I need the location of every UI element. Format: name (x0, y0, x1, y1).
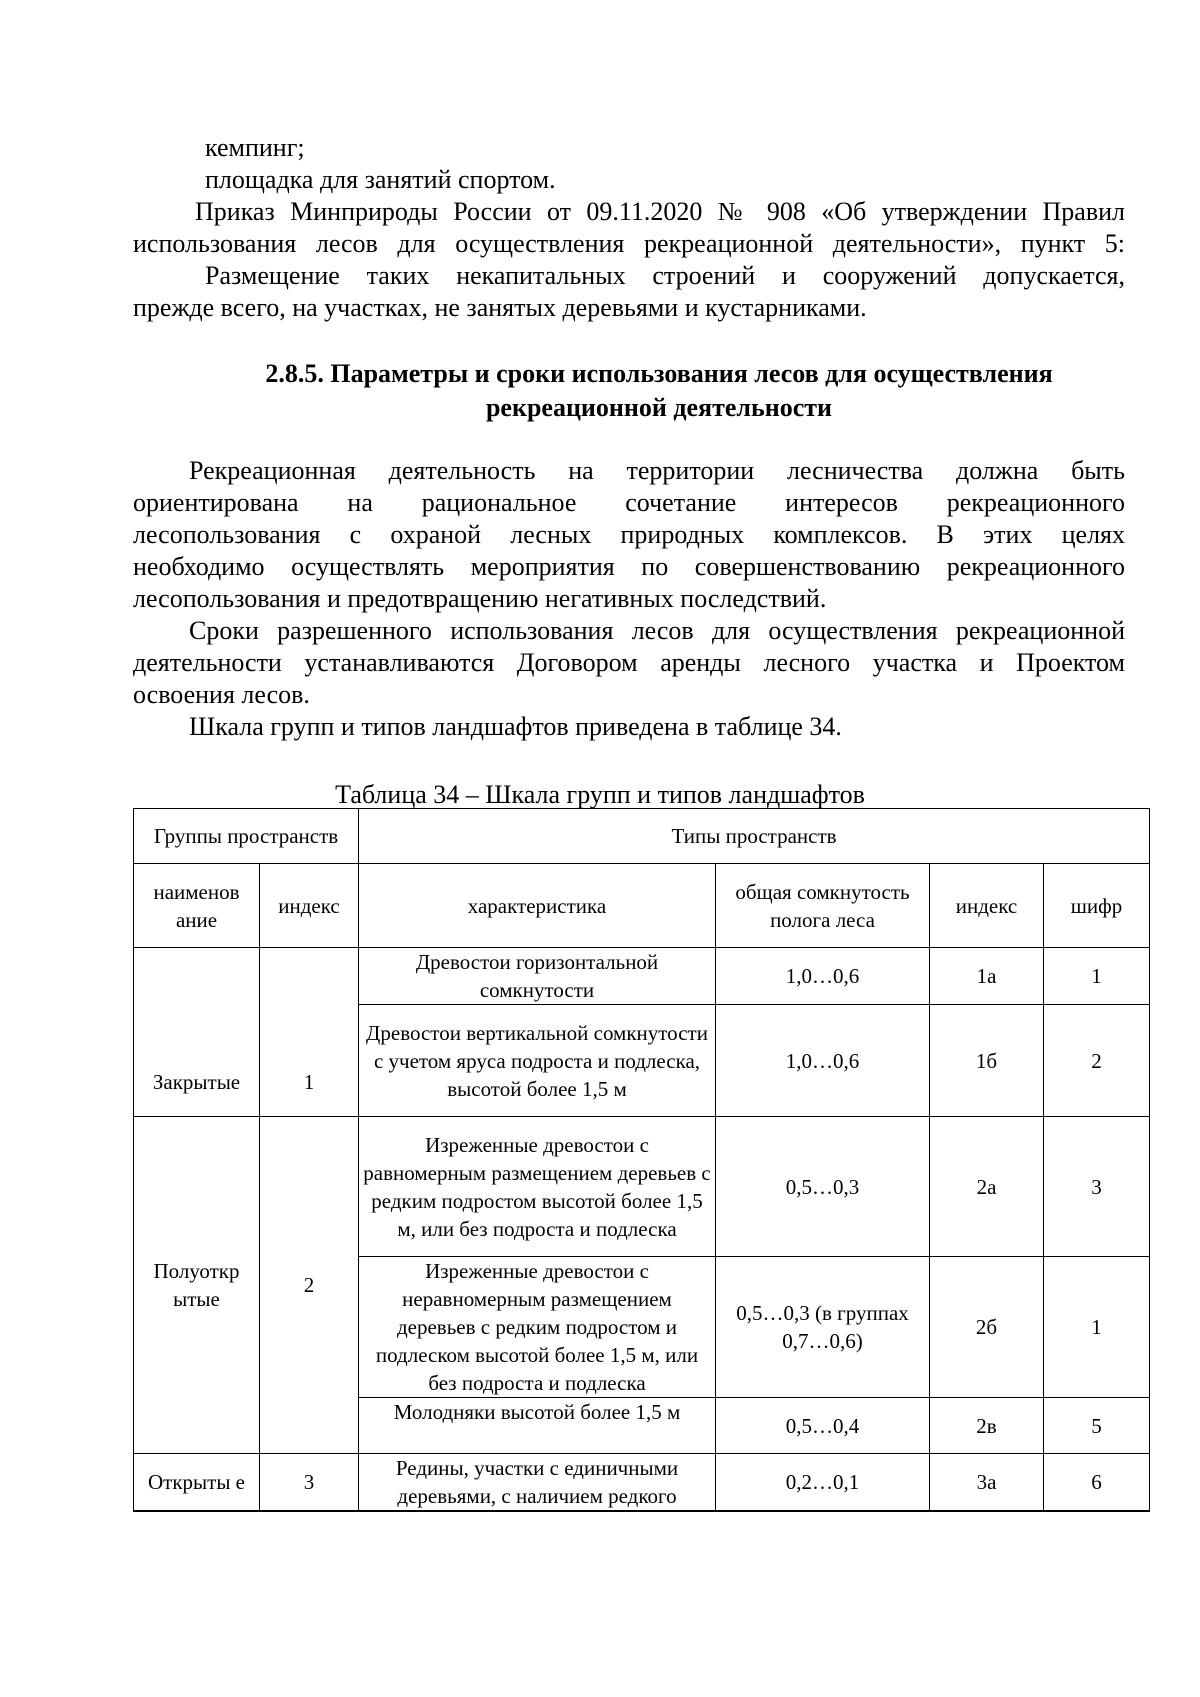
paragraph3: Шкала групп и типов ландшафтов приведена в таблице 34. (189, 712, 842, 741)
group-name-cell: Закрытые (134, 948, 260, 1117)
header-name: наименов ание (134, 864, 260, 948)
list-item-sports-ground: площадка для занятий спортом. (205, 165, 556, 194)
closure-cell: 1,0…0,6 (716, 1005, 930, 1117)
characteristic-cell: Древостои вертикальной сомкнутости с учетом яруса подроста и подлеска, высотой более 1,5 м (359, 1005, 716, 1117)
paragraph1-line-5: лесопользования и предотвращению негативных последствий. (133, 584, 827, 613)
code-cell: 3 (1044, 1117, 1150, 1257)
closure-cell: 1,0…0,6 (716, 948, 930, 1005)
paragraph1-line-4: необходимо осуществлять мероприятия по совершенствованию рекреационного (133, 552, 1125, 581)
header-type-index: индекс (930, 864, 1044, 948)
type-index-cell: 2б (930, 1257, 1044, 1398)
header-types: Типы пространств (359, 809, 1150, 864)
header-code: шифр (1044, 864, 1150, 948)
section-heading (133, 357, 1125, 425)
type-index-cell: 1б (930, 1005, 1044, 1117)
closure-cell: 0,5…0,4 (716, 1398, 930, 1454)
closure-cell: 0,2…0,1 (716, 1454, 930, 1512)
type-index-cell: 1а (930, 948, 1044, 1005)
section-heading-line-1: 2.8.5. Параметры и сроки использования лесов для осуществления (265, 359, 1053, 388)
order-line-1: Приказ Минприроды России от 09.11.2020 № 908 «Об утверждении Правил (195, 197, 1125, 226)
type-index-cell: 2в (930, 1398, 1044, 1454)
landscape-scale-table (133, 808, 1150, 1512)
header-characteristic: характеристика (359, 864, 716, 948)
characteristic-cell: Молодняки высотой более 1,5 м (359, 1398, 716, 1454)
table-caption: Таблица 34 – Шкала групп и типов ландшафтов (335, 780, 865, 809)
group-name-cell: Открыты е (134, 1454, 260, 1512)
code-cell: 6 (1044, 1454, 1150, 1512)
group-name-cell: Полуоткр ытые (134, 1117, 260, 1454)
order-line-2: использования лесов для осуществления рекреационной деятельности», пункт 5: (133, 229, 1125, 258)
paragraph2-line-1: Сроки разрешенного использования лесов для осуществления рекреационной (189, 616, 1125, 645)
code-cell: 1 (1044, 1257, 1150, 1398)
paragraph1-line-3: лесопользования с охраной лесных природных комплексов. В этих целях (133, 520, 1125, 549)
header-group-index: индекс (260, 864, 359, 948)
paragraph2-line-2: деятельности устанавливаются Договором аренды лесного участка и Проектом (133, 648, 1125, 677)
header-groups: Группы пространств (134, 809, 359, 864)
list-item-camping: кемпинг; (205, 133, 305, 162)
table-row (134, 1117, 1150, 1257)
placement-line-1: Размещение таких некапитальных строений и сооружений допускается, (205, 261, 1125, 290)
code-cell: 5 (1044, 1398, 1150, 1454)
group-index-cell: 1 (260, 948, 359, 1117)
table-row (134, 1454, 1150, 1512)
table-header-row-1 (134, 809, 1150, 864)
characteristic-cell: Изреженные древостои с неравномерным размещением деревьев с редким подростом и подлеском высотой более 1,5 м, или без подроста и подлеска (359, 1257, 716, 1398)
characteristic-cell: Древостои горизонтальной сомкнутости (359, 948, 716, 1005)
closure-cell: 0,5…0,3 (716, 1117, 930, 1257)
placement-line-2: прежде всего, на участках, не занятых деревьями и кустарниками. (133, 293, 867, 322)
header-closure: общая сомкнутость полога леса (716, 864, 930, 948)
table-row (134, 948, 1150, 1005)
type-index-cell: 2а (930, 1117, 1044, 1257)
type-index-cell: 3а (930, 1454, 1044, 1512)
characteristic-cell: Редины, участки с единичными деревьями, с наличием редкого (359, 1454, 716, 1512)
code-cell: 1 (1044, 948, 1150, 1005)
table-header-row-2 (134, 864, 1150, 948)
group-index-cell: 2 (260, 1117, 359, 1454)
characteristic-cell: Изреженные древостои с равномерным размещением деревьев с редким подростом высотой более 1,5 м, или без подроста и подлеска (359, 1117, 716, 1257)
paragraph1-line-2: ориентирована на рациональное сочетание интересов рекреационного (133, 488, 1125, 517)
closure-cell: 0,5…0,3 (в группах 0,7…0,6) (716, 1257, 930, 1398)
paragraph2-line-3: освоения лесов. (133, 680, 310, 709)
paragraph1-line-1: Рекреационная деятельность на территории лесничества должна быть (189, 456, 1125, 485)
section-heading-line-2: рекреационной деятельности (485, 393, 833, 422)
code-cell: 2 (1044, 1005, 1150, 1117)
group-index-cell: 3 (260, 1454, 359, 1512)
